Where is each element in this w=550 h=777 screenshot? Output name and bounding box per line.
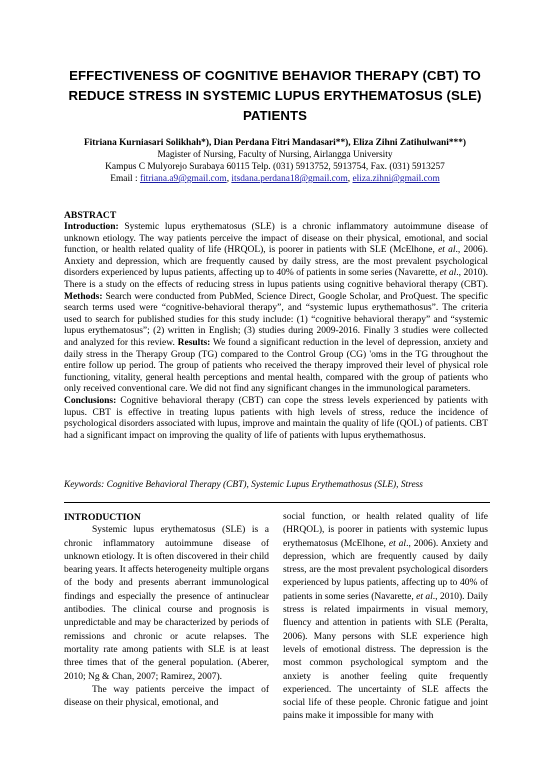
introduction-text: Systemic lupus erythematosus (SLE) is a chronic inflammatory autoimmune disease of unknown etiology. The way patients perceive the impact of disease on their physical, emotional, and social function, or health related quality of life (HRQOL), is poorer in patients with SLE (McElhone, [64,222,488,256]
affiliation-block [40,149,510,185]
right-column [283,511,488,724]
abstract-paragraph [64,222,488,396]
author-list: Fitriana Kurniasari Solikhah*), Dian Perdana Fitri Mandasari**), Eliza Zihni Zatihulwani***) [83,138,467,148]
conclusions-text: Cognitive behavioral therapy (CBT) can cope the stress levels experienced by patients with lupus. CBT is effective in treating lupus patients with high levels of stress, reduce the incidence of psychological disorders associated with lupus, improve and maintain the quality of life (QOL) of patients. CBT had a significant impact on improving the quality of life of patients with lupus erythemathosus. [64,395,488,441]
email-link-1[interactable]: fitriana.a9@gmail.com [139,174,227,184]
body-text: social function, or health related quality of life (HRQOL), is poorer in patients with systemic lupus erythematosus (McElhone, [283,512,488,549]
body-text: ., 2010). Daily stress is related impairments in visual memory, fluency and attention in patients with SLE (Peralta, 2006). Many persons with SLE experience high levels of emotional distress. The depression is the most common psychological symptom and the anxiety is another feeling quite frequently experienced. The uncertainty of SLE affects the social life of these people. Chronic fatigue and joint pains make it impossible for many with [283,591,488,722]
email-label: Email : [110,174,140,184]
conclusions-label: Conclusions: [64,395,117,406]
body-text: ., 2006). Anxiety and depression, which are frequently caused by daily stress, are the most prevalent psychological disorders experienced by lupus patients, affecting up to 40% of patients in some series (Navarette, [283,538,488,602]
et-al: et al [416,591,433,602]
paper-title: EFFECTIVENESS OF COGNITIVE BEHAVIOR THERAPY (CBT) TO REDUCE STRESS IN SYSTEMIC LUPUS ERYTHEMATOSUS (SLE) PATIENTS [68,68,482,123]
keywords-line: Keywords: Cognitive Behavioral Therapy (CBT), Systemic Lupus Erythemathosus (SLE), Stress [64,480,423,490]
email-link-2[interactable]: itsdana.perdana18@gmail.com [231,174,348,184]
results-text: We found a significant reduction in the level of depression, anxiety and daily stress in the Therapy Group (TG) compared to the Control Group (CG) 'oms in the TG throughout the entire follow up period. The group of patients who received the therapy improved their level of physical role functioning, vitality, general health perceptions and mental health, compared with the group of patients who only received conventional care. We did not find any significant changes in the immunological parameters. [64,337,488,395]
methods-text: Search were conducted from PubMed, Science Direct, Google Scholar, and ProQuest. The specific search terms used were “cognitive-behavioral therapy”, and “systemic lupus erythemathosus”. The criteria used to search for published studies for this study include: (1) “cognitive behavioral therapy” and “systemic lupus erythematosus”; (2) written in English; (3) studies during 2009-2016. Finally 3 studies were collected and analyzed for this review. [64,291,488,348]
introduction-text: ., 2006). Anxiety and depression, which are frequently caused by daily stress, are the most prevalent psychological disorders experienced by lupus patients, affecting up to 40% of patients in some series (Navarette, [64,245,489,279]
email-link-3[interactable]: eliza.zihni@gmail.com [352,174,440,184]
abstract-heading: ABSTRACT [64,210,117,221]
body-paragraph: Systemic lupus erythematosus (SLE) is a chronic inflammatory autoimmune disease of unknown etiology. It is often discovered in their child bearing years. It affects heterogeneity multiple organs of the body and presents aberrant immunological findings and especially the presence of antinuclear antibodies. The clinical course and prognosis is unpredictable and may be characterized by periods of remissions and chronic or acute relapses. The mortality rate among patients with SLE is at least three times that of the general population. (Aberer, 2010; Ng & Chan, 2007; Ramirez, 2007). [64,525,269,682]
results-label: Results: [177,337,211,348]
email-separator: , [226,174,232,184]
et-al: et al [438,245,456,256]
et-al: et al [388,538,407,549]
body-paragraph [283,511,488,724]
email-line [40,173,510,185]
email-separator: , [347,174,353,184]
introduction-label: Introduction: [64,222,119,232]
affiliation-line-2: Kampus C Mulyorejo Surabaya 60115 Telp. (031) 5913752, 5913754, Fax. (031) 5913257 [105,162,445,172]
section-divider [64,502,490,503]
introduction-text: ., 2010). There is a study on the effects of reducing stress in lupus patients using cognitive behavioral therapy (CBT). [64,268,488,290]
abstract-paragraph [64,396,488,442]
introduction-heading: INTRODUCTION [64,512,141,523]
methods-label: Methods: [64,291,103,302]
affiliation-line-1: Magister of Nursing, Faculty of Nursing, Airlangga University [157,150,393,160]
left-column [64,511,269,710]
body-paragraph: The way patients perceive the impact of disease on their physical, emotional, and [64,684,269,709]
et-al: et al [439,268,457,279]
abstract-body [64,222,488,442]
